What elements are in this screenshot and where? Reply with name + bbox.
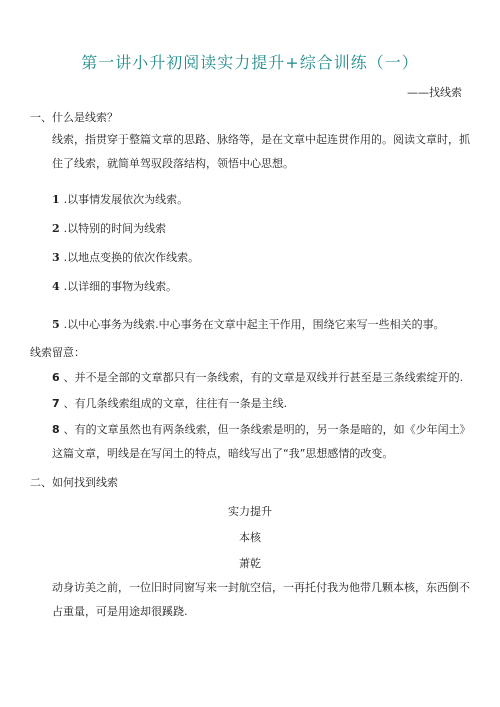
note-item: [52, 396, 287, 412]
list-item: [52, 250, 199, 266]
section1-intro: [30, 128, 472, 176]
item-text: .以特别的时间为线索: [63, 222, 167, 235]
note-text: 、并不是全部的文章都只有一条线索，有的文章是双线并行甚至是三条线索绽开的.: [63, 371, 464, 384]
passage-author: 萧乾: [239, 557, 261, 570]
intro-text: 线索，指贯穿于整篇文章的思路、脉络等，是在文章中起连贯作用的。阅读文章时，抓住了线索，就简单驾驭段落结构，领悟中心思想。: [52, 133, 470, 170]
note-text: 、有的文章虽然也有两条线索，但一条线索是明的，另一条是暗的，如《少年闰土》这篇文章，明线是在写闰土的特点，暗线写出了“我”思想感情的改变。: [52, 423, 471, 460]
section2-heading: 二、如何找到线索: [30, 476, 118, 489]
item-text: .以详细的事物为线索。: [63, 280, 178, 293]
list-item: [52, 192, 188, 208]
list-item: [52, 317, 445, 333]
section1-heading: 一、什么是线索？: [30, 111, 118, 124]
passage-title: 本核: [239, 531, 261, 544]
item-number: 5: [52, 318, 60, 331]
passage-label: 实力提升: [228, 505, 272, 518]
page-subtitle: ——找线索: [407, 86, 462, 99]
item-number: 4: [52, 280, 60, 293]
item-text: .以事情发展依次为线索。: [63, 193, 189, 206]
note-number: 6: [52, 371, 60, 384]
note-item: [30, 418, 472, 466]
note-number: 7: [52, 397, 60, 410]
item-number: 3: [52, 251, 60, 264]
passage-text: 动身访美之前，一位旧时同窗写来一封航空信，一再托付我为他带几颗本核，东西倒不占重量，可是用途却很蹊跷.: [52, 581, 470, 618]
page-title: 第一讲小升初阅读实力提升+综合训练（一）: [81, 53, 419, 72]
item-number: 2: [52, 222, 60, 235]
note-number: 8: [52, 423, 60, 436]
note-item: [52, 370, 463, 386]
note-text: 、有几条线索组成的文章，往往有一条是主线.: [63, 397, 288, 410]
list-item: [52, 279, 177, 295]
notes-heading: 线索留意：: [30, 346, 85, 359]
item-number: 1: [52, 193, 60, 206]
item-text: .以地点变换的依次作线索。: [63, 251, 200, 264]
passage-paragraph: [30, 576, 472, 624]
list-item: [52, 221, 166, 237]
item-text: .以中心事务为线索.中心事务在文章中起主干作用，围绕它来写一些相关的事。: [63, 318, 445, 331]
note-paragraph: [30, 418, 472, 466]
